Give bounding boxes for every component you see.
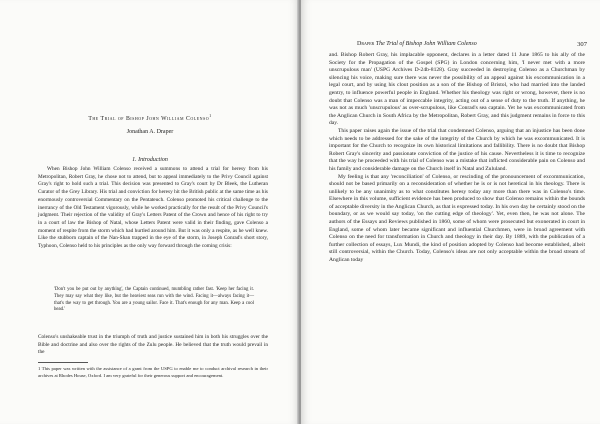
- left-page: [0, 0, 299, 424]
- right-page: [301, 0, 600, 424]
- running-head-author: Draper: [357, 41, 375, 47]
- right-body: [329, 52, 585, 265]
- left-paragraph-1: When Bishop John William Colenso received a summons to attend a trial for heresy from his Metropolitan, Robert Gray, he chose not to attend, but to appeal immediately to the Privy Council against Gray's right to hold such a trial. This decision was presented to Gray's court by Dr Bleek, the Lutheran Curator of the Grey Library. His trial and conviction for heresy hit the British public at the same time as his enormously controversial Commentary on the Pentateuch. Colenso promoted his critical challenge to the inerrancy of the Old Testament vigorously, while he worked practically for the result of the Privy Council's judgment. Their rejection of the validity of Gray's Letters Patent of the Crown and hence of his right to try in a court of law the Bishop of Natal, whose Letters Patent were valid in their finding, gave Colenso a moment of respite from the storm which had hurtled around him. But it was only a respite, as he well knew. Like the stubborn captain of the Nan-Shan trapped in the eye of the storm, in Joseph Conrad's short story, Typhoon, Colenso held to his principles as the only way forward through the coming crisis:: [38, 166, 268, 250]
- running-head: [357, 41, 587, 47]
- footnote: 1 This paper was written with the assistance of a grant from the USPG to enable me to conduct archival research in their archives at Rhodes House, Oxford. I am very grateful for their generous support and encouragement.: [38, 366, 268, 378]
- footnote-rule: [38, 362, 88, 363]
- page-number: 307: [577, 41, 587, 48]
- right-paragraph-3: My feeling is that any 'reconciliation' of Colenso, or rescinding of the pronouncement of excommunication, should not be based primarily on a reconsideration of whether he is or is not heretical in his theology. There is unlikely to be any unanimity as to what constitutes heresy today any more than there was in Colenso's time. Elsewhere in this volume, sufficient evidence has been produced to show that Colenso remains within the bounds of acceptable diversity in the Anglican Church, as that is expressed today. In his own day he certainly stood on the boundary, or as we would say today, 'on the cutting edge of theology'. Yet, even then, he was not alone. The authors of the Essays and Reviews published in 1860, some of whom were prosecuted but exonerated in court in England, some of whom later became significant and influential Churchmen, were in broad agreement with Colenso on the need for transformation in Church and theology in their day. By 1889, with the publication of a further collection of essays, Lux Mundi, the kind of position adopted by Colenso had become established, albeit still controversial, within the Church. Today, Colenso's ideas are not only acceptable within the broad stream of Anglican today: [329, 173, 585, 264]
- article-title: The Trial of Bishop John William Colenso$^1$: [88, 113, 212, 122]
- article-author: Jonathan A. Draper: [126, 129, 174, 135]
- right-paragraph-1: and. Bishop Robert Gray, his implacable opponent, declares in a letter dated 11 June 1865 to his ally of the Society for the Propagation of the Gospel (SPG) in London concerning him, 'I never met with a more unscrupulous man' (USPG Archives D-24b-8128). Gray succeeded in destroying Colenso as a Churchman by silencing his voice, making sure there was never the possibility of an appeal against his excommunication in a legal court, and by using his clout position as a son of the Bishop of Bristol, who had married into the landed gentry, to influence powerful people in England. Whether his theology was right or wrong, however, there is no doubt that Colenso was a man of impeccable integrity, acting out of a sense of duty to the truth. If anything, he was not as much 'unscrupulous' as over-scrupulous, like Conrad's sea captain. Yet he was excommunicated from the Anglican Church in South Africa by the Metropolitan, Robert Gray, and this judgment remains in force to this day.: [329, 52, 585, 127]
- section-heading: 1. Introduction: [132, 157, 168, 163]
- right-paragraph-2: This paper raises again the issue of the trial that condemned Colenso, arguing that an injustice has been done which needs to be addressed for the sake of the integrity of the Church by which he was excommunicated. It is important for the Church to recognize its own historical limitations and fallibility. There is no doubt that Bishop Robert Gray's sincerity and passionate conviction of the justice of his cause. Nevertheless it is time to recognize that the way he proceeded with his trial of Colenso was a mistake that inflicted considerable pain on Colenso and his family and considerable damage on the Church itself in Natal and Zululand.: [329, 127, 585, 172]
- block-quote: 'Don't you be put out by anything', the Captain continued, mumbling rather fast. 'Keep her facing it. They may say what they like, but the heaviest seas run with the wind. Facing it—always facing it—that's the way to get through. You are a young sailor. Face it. That's enough for any man. Keep a cool head.': [54, 287, 254, 313]
- left-paragraph-2: Colenso's unshakeable trust in the triumph of truth and justice sustained him in both his struggles over the Bible and doctrine and also over the rights of the Zulu people. He believed that the truth would prevail in the: [38, 334, 268, 356]
- running-head-title: The Trial of Bishop John William Colenso: [375, 41, 477, 47]
